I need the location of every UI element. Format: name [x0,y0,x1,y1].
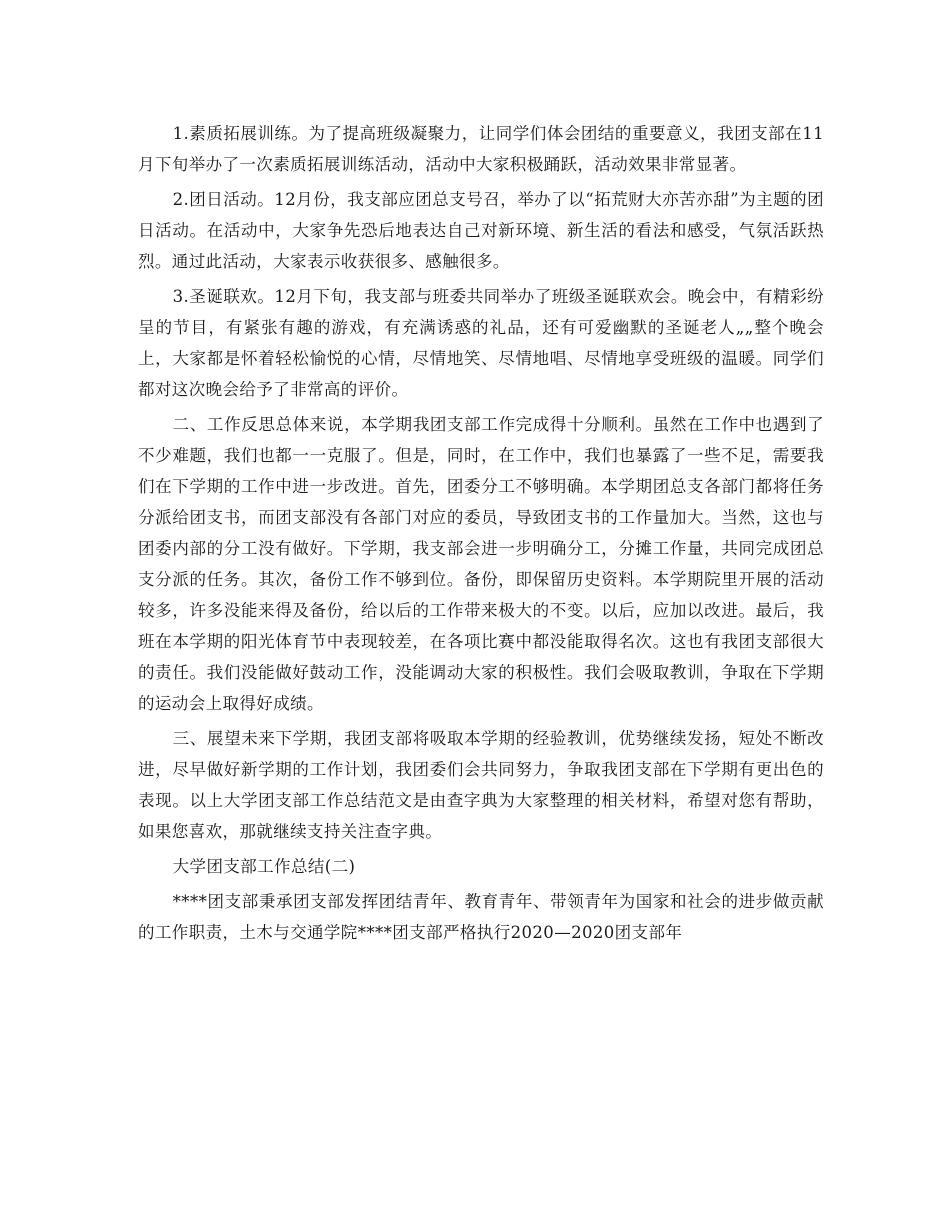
paragraph-quality-training: 1.素质拓展训练。为了提高班级凝聚力，让同学们体会团结的重要意义，我团支部在11月下旬举办了一次素质拓展训练活动，活动中大家积极踊跃，活动效果非常显著。 [138,124,824,174]
paragraph-christmas-party: 3.圣诞联欢。12月下旬，我支部与班委共同举办了班级圣诞联欢会。晚会中，有精彩纷呈的节目，有紧张有趣的游戏，有充满诱惑的礼品，还有可爱幽默的圣诞老人„„整个晚会上，大家都是怀着轻松愉悦的心情，尽情地笑、尽情地唱、尽情地享受班级的温暖。同学们都对这次晚会给予了非常高的评价。 [138,287,824,399]
paragraph-future-outlook: 三、展望未来下学期，我团支部将吸取本学期的经验教训，优势继续发扬，短处不断改进，尽早做好新学期的工作计划，我团委们会共同努力，争取我团支部在下学期有更出色的表现。以上大学团支部工作总结范文是由查字典为大家整理的相关材料，希望对您有帮助，如果您喜欢，那就继续支持关注查字典。 [138,729,824,841]
paragraph-branch-duties: ****团支部秉承团支部发挥团结青年、教育青年、带领青年为国家和社会的进步做贡献的工作职责，土木与交通学院****团支部严格执行2020—2020团支部年 [138,892,824,942]
paragraph-work-reflection: 二、工作反思总体来说，本学期我团支部工作完成得十分顺利。虽然在工作中也遇到了不少难题，我们也都一一克服了。但是，同时，在工作中，我们也暴露了一些不足，需要我们在下学期的工作中进一步改进。首先，团委分工不够明确。本学期团总支各部门都将任务分派给团支书，而团支部没有各部门对应的委员，导致团支书的工作量加大。当然，这也与团委内部的分工没有做好。下学期，我支部会进一步明确分工，分摊工作量，共同完成团总支分派的任务。其次，备份工作不够到位。备份，即保留历史资料。本学期院里开展的活动较多，许多没能来得及备份，给以后的工作带来极大的不变。以后，应加以改进。最后，我班在本学期的阳光体育节中表现较差，在各项比赛中都没能取得名次。这也有我团支部很大的责任。我们没能做好鼓动工作，没能调动大家的积极性。我们会吸取教训，争取在下学期的运动会上取得好成绩。 [138,415,824,713]
document-body [138,118,824,952]
section-heading-summary-two: 大学团支部工作总结(二) [172,857,356,876]
paragraph-league-day: 2.团日活动。12月份，我支部应团总支号召，举办了以“拓荒财大亦苦亦甜”为主题的团日活动。在活动中，大家争先恐后地表达自己对新环境、新生活的看法和感受，气氛活跃热烈。通过此活动，大家表示收获很多、感触很多。 [138,190,824,271]
